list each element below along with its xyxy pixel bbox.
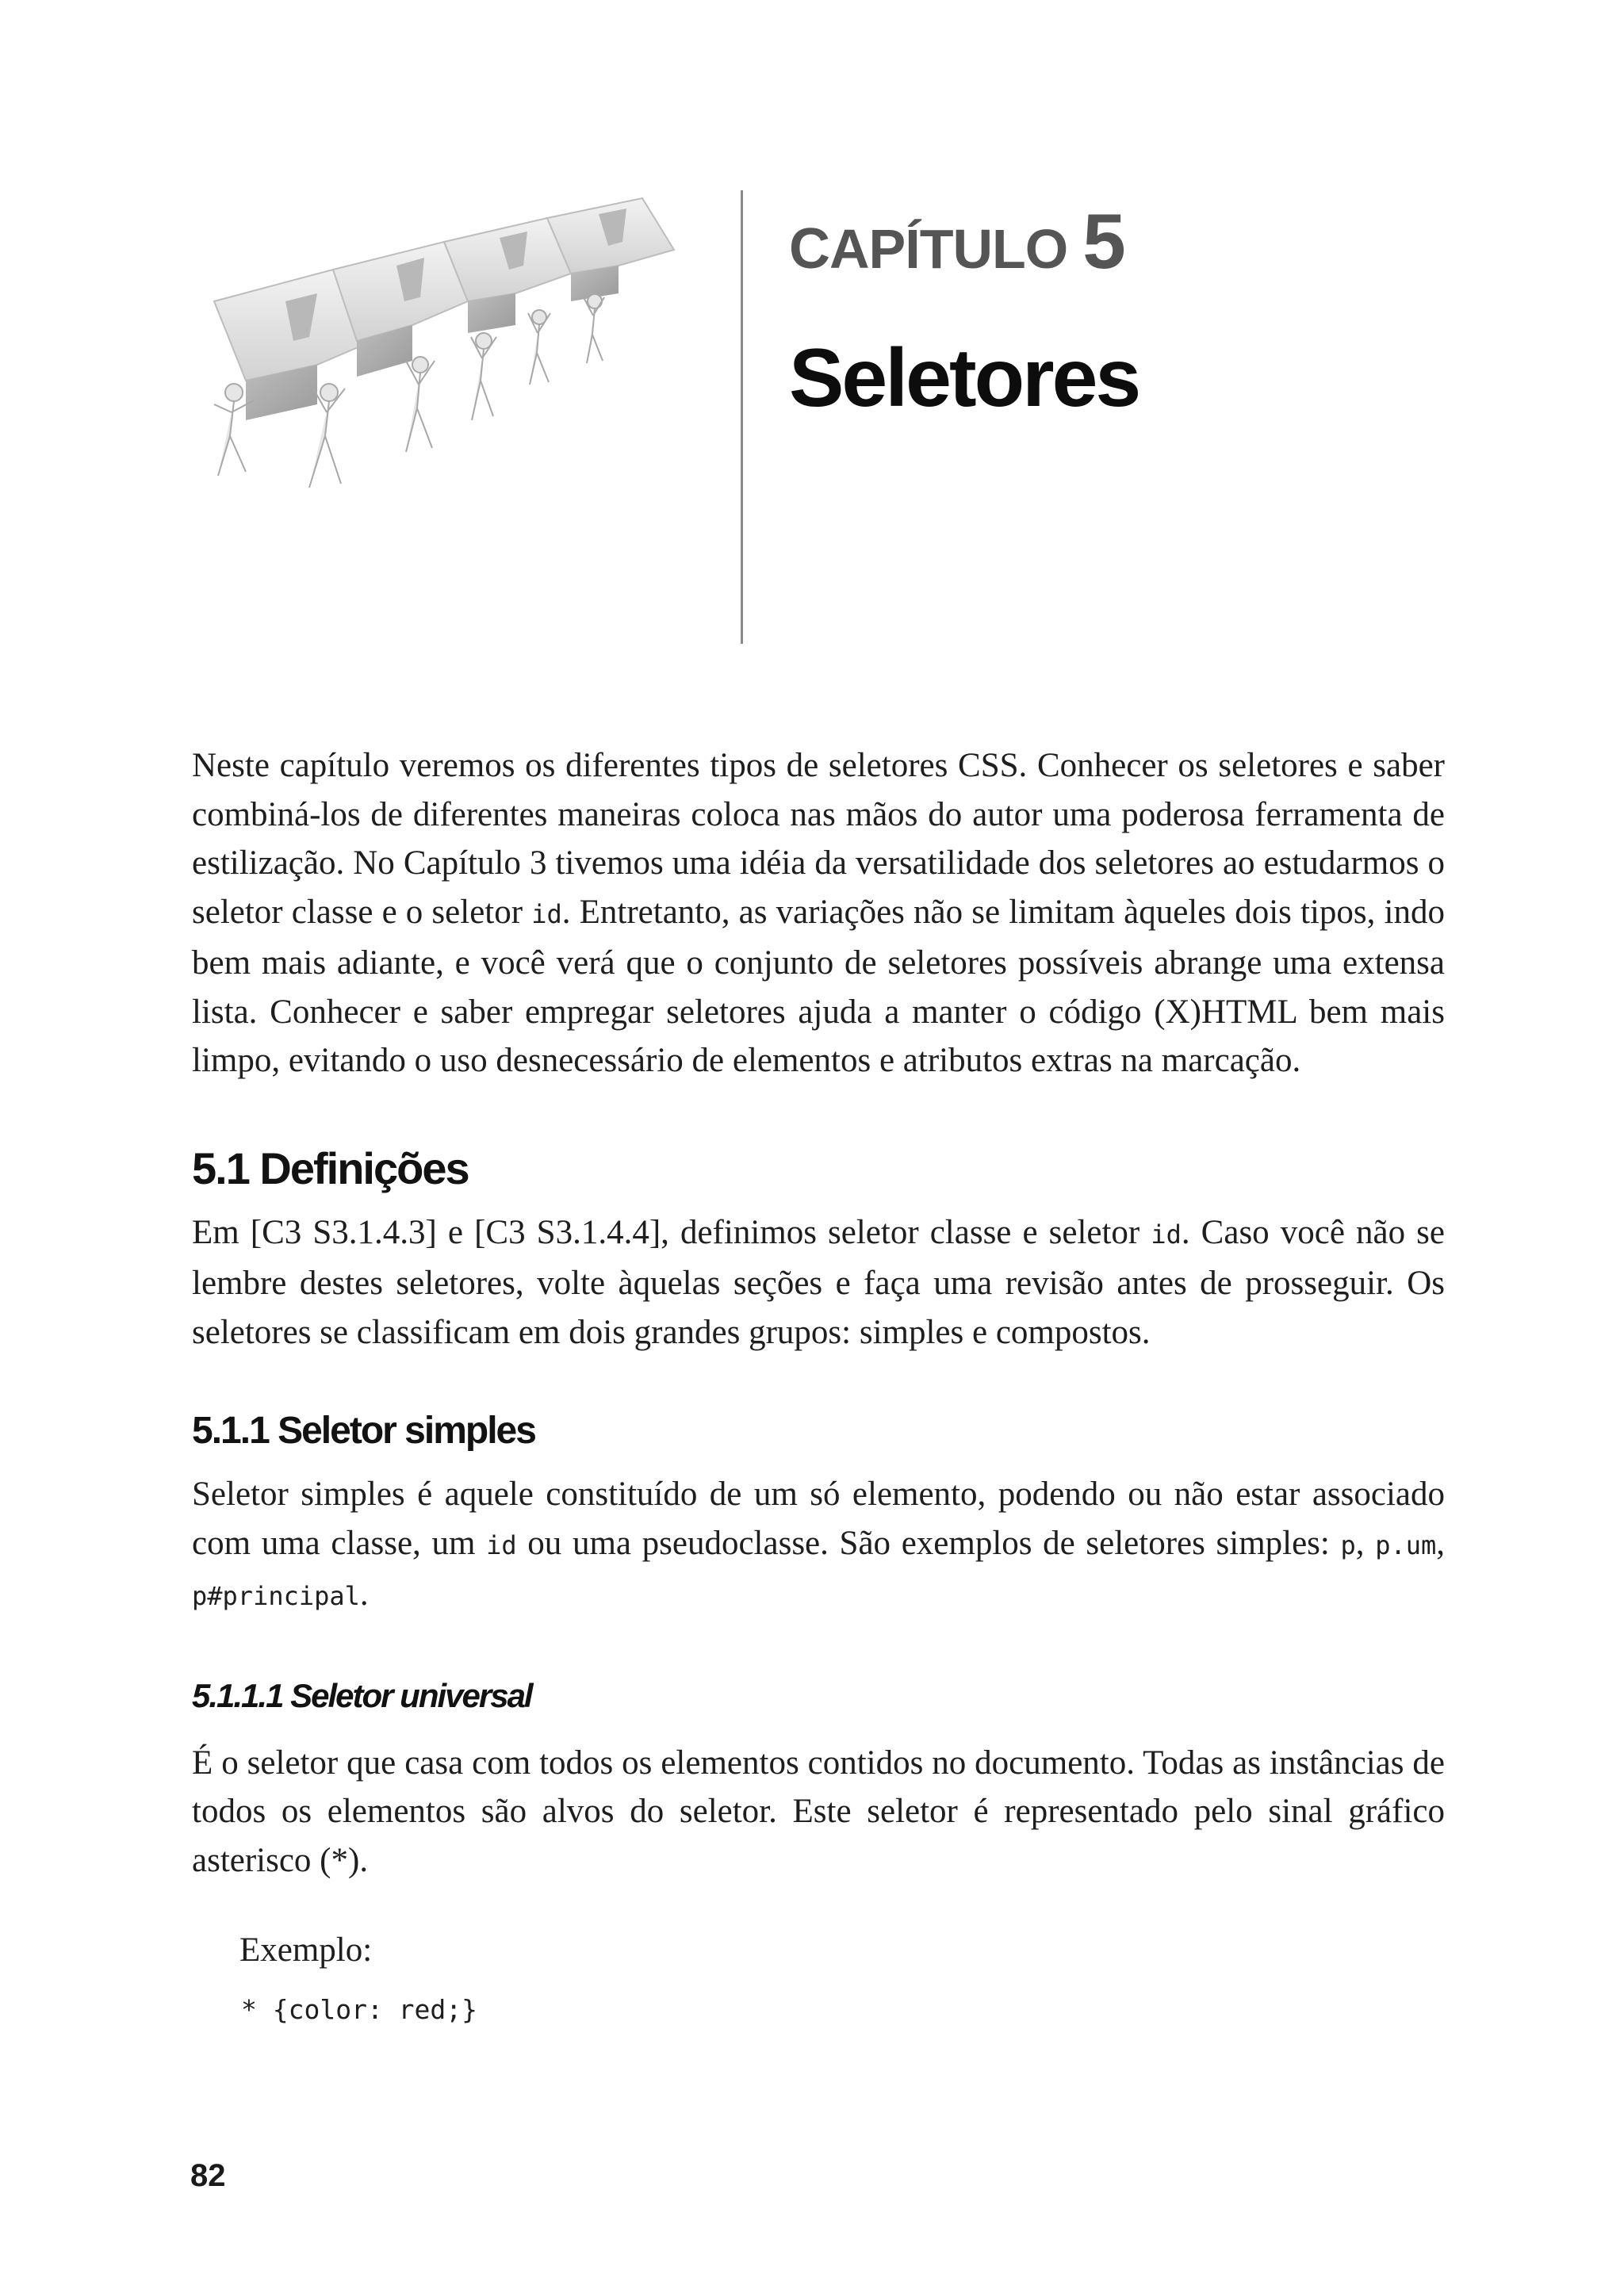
page-number: 82	[190, 2158, 226, 2193]
letter-w-3	[444, 218, 571, 333]
seletor-simples-paragraph: Seletor simples é aquele constituído de um só elemento, podendo ou não estar associado com uma classe, um id ou uma pseudoclasse. São exemplos de seletores simples: p, p.um, p#principal.	[192, 1476, 1446, 1613]
letter-w-2	[333, 242, 468, 377]
chapter-number: 5	[1082, 197, 1125, 285]
section-heading-seletor-universal: 5.1.1.1 Seletor universal	[192, 1676, 532, 1714]
example-label: Exemplo:	[239, 1931, 373, 1969]
chapter-title: Seletores	[789, 332, 1139, 424]
seletor-universal-paragraph: É o seletor que casa com todos os elementos contidos no documento. Todas as instâncias de todos os elementos são alvos do seletor. Este seletor é representado pelo sinal gráfico asterisco (*).	[192, 1744, 1445, 1879]
www-letters-illustration	[198, 182, 722, 547]
letter-w-4	[547, 198, 674, 301]
section-heading-seletor-simples: 5.1.1 Seletor simples	[192, 1410, 535, 1452]
page-content	[192, 741, 1445, 2025]
chapter-divider	[741, 190, 743, 644]
code-example: * {color: red;}	[241, 1993, 478, 2025]
section-heading-definicoes: 5.1 Definições	[192, 1143, 469, 1193]
chapter-label: CAPÍTULO 5	[789, 197, 1125, 285]
intro-paragraph: Neste capítulo veremos os diferentes tipos de seletores CSS. Conhecer os seletores e saber combiná-los de diferentes maneiras coloca nas mãos do autor uma poderosa ferramenta de estilização. No Capítulo 3 tivemos uma idéia da versatilidade dos seletores ao estudarmos o seletor classe e o seletor id. Entretanto, as variações não se limitam àqueles dois tipos, indo bem mais adiante, e você verá que o conjunto de seletores possíveis abrange uma extensa lista. Conhecer e saber empregar seletores ajuda a manter o código (X)HTML bem mais limpo, evitando o uso desnecessário de elementos e atributos extras na marcação.	[192, 747, 1446, 1079]
definicoes-paragraph: Em [C3 S3.1.4.3] e [C3 S3.1.4.4], definimos seletor classe e seletor id. Caso você não se lembre destes seletores, volte àquelas seções e faça uma revisão antes de prosseguir. Os seletores se classificam em dois grandes grupos: simples e compostos.	[192, 1213, 1445, 1351]
